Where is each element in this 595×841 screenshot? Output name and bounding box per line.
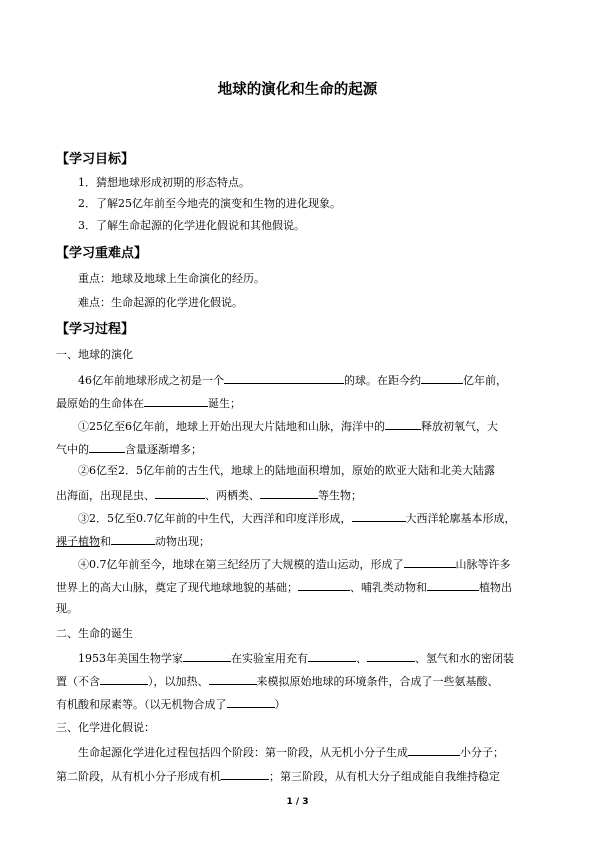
key-point: 难点：生命起源的化学进化假说。 bbox=[78, 296, 243, 309]
paragraph-line: ④0.7亿年前至今，地球在第三纪经历了大规模的造山运动，形成了 山脉等许多 bbox=[78, 558, 511, 571]
fill-blank[interactable] bbox=[227, 696, 275, 708]
fill-blank[interactable] bbox=[209, 673, 257, 685]
paragraph-line: 最原始的生命体在 诞生； bbox=[56, 397, 241, 410]
fill-blank[interactable] bbox=[367, 650, 415, 662]
paragraph-line: 1953年美国生物学家 在实验室用充有 、 、氢气和水的密闭装 bbox=[78, 652, 514, 665]
part1-title: 一、地球的演化 bbox=[56, 348, 133, 361]
part3-title: 三、化学进化假说： bbox=[56, 721, 155, 734]
page-number: 1 / 3 bbox=[286, 797, 309, 807]
fill-blank[interactable] bbox=[421, 372, 463, 384]
paragraph-line: ②6亿至2．5亿年前的古生代，地球上的陆地面积增加，原始的欧亚大陆和北美大陆露 bbox=[78, 464, 495, 477]
paragraph-line: ③2．5亿至0.7亿年前的中生代，大西洋和印度洋形成， 大西洋轮廓基本形成， bbox=[78, 512, 516, 525]
fill-blank[interactable] bbox=[427, 579, 479, 591]
fill-blank[interactable] bbox=[224, 372, 344, 384]
process-heading: 【学习过程】 bbox=[56, 322, 135, 337]
fill-blank[interactable] bbox=[352, 510, 406, 522]
fill-blank[interactable] bbox=[308, 650, 356, 662]
goals-heading: 【学习目标】 bbox=[56, 152, 135, 167]
paragraph-line: 气中的 含量逐渐增多； bbox=[56, 443, 202, 456]
key-heading: 【学习重难点】 bbox=[56, 246, 148, 261]
part2-title: 二、生命的诞生 bbox=[56, 627, 133, 640]
paragraph-line: 有机酸和尿素等。（以无机物合成了 ） bbox=[56, 698, 286, 711]
fill-blank[interactable] bbox=[221, 768, 269, 780]
fill-blank[interactable] bbox=[408, 744, 460, 756]
fill-blank[interactable] bbox=[298, 579, 350, 591]
fill-blank[interactable] bbox=[404, 556, 456, 568]
fill-blank[interactable] bbox=[144, 395, 208, 407]
paragraph-line: 置（不含 ），以加热、 来模拟原始地球的环境条件，合成了一些氨基酸、 bbox=[56, 675, 499, 688]
paragraph-line: 第二阶段，从有机小分子形成有机 ；第三阶段，从有机大分子组成能自我维持稳定 bbox=[56, 770, 500, 783]
fill-blank[interactable] bbox=[183, 650, 231, 662]
fill-blank[interactable] bbox=[111, 533, 155, 545]
paragraph-line: 46亿年前地球形成之初是一个 的球。在距今约 亿年前， bbox=[78, 374, 507, 387]
paragraph-line: 出海面，出现昆虫、 、两栖类、 等生物； bbox=[56, 489, 362, 502]
fill-blank[interactable] bbox=[100, 673, 148, 685]
paragraph-line: ①25亿至6亿年前，地球上开始出现大片陆地和山脉，海洋中的 释放初氧气，大 bbox=[78, 420, 498, 433]
paragraph-line: 生命起源化学进化过程包括四个阶段：第一阶段，从无机小分子生成 小分子； bbox=[78, 746, 504, 759]
fill-blank[interactable] bbox=[385, 418, 421, 430]
page-title: 地球的演化和生命的起源 bbox=[217, 82, 378, 98]
paragraph-line: 裸子植物和 动物出现； bbox=[56, 535, 210, 548]
goal-item: 1．猜想地球形成初期的形态特点。 bbox=[78, 176, 250, 189]
paragraph-line: 现。 bbox=[56, 602, 78, 615]
paragraph-line: 世界上的高大山脉，奠定了现代地球地貌的基础； 、哺乳类动物和 植物出 bbox=[56, 581, 512, 594]
fill-blank[interactable] bbox=[260, 487, 318, 499]
goal-item: 2．了解25亿年前至今地壳的演变和生物的进化现象。 bbox=[78, 197, 341, 210]
fill-blank[interactable] bbox=[89, 441, 125, 453]
key-point: 重点：地球及地球上生命演化的经历。 bbox=[78, 272, 265, 285]
fill-blank[interactable] bbox=[155, 487, 205, 499]
goal-item: 3．了解生命起源的化学进化假说和其他假说。 bbox=[78, 219, 305, 232]
